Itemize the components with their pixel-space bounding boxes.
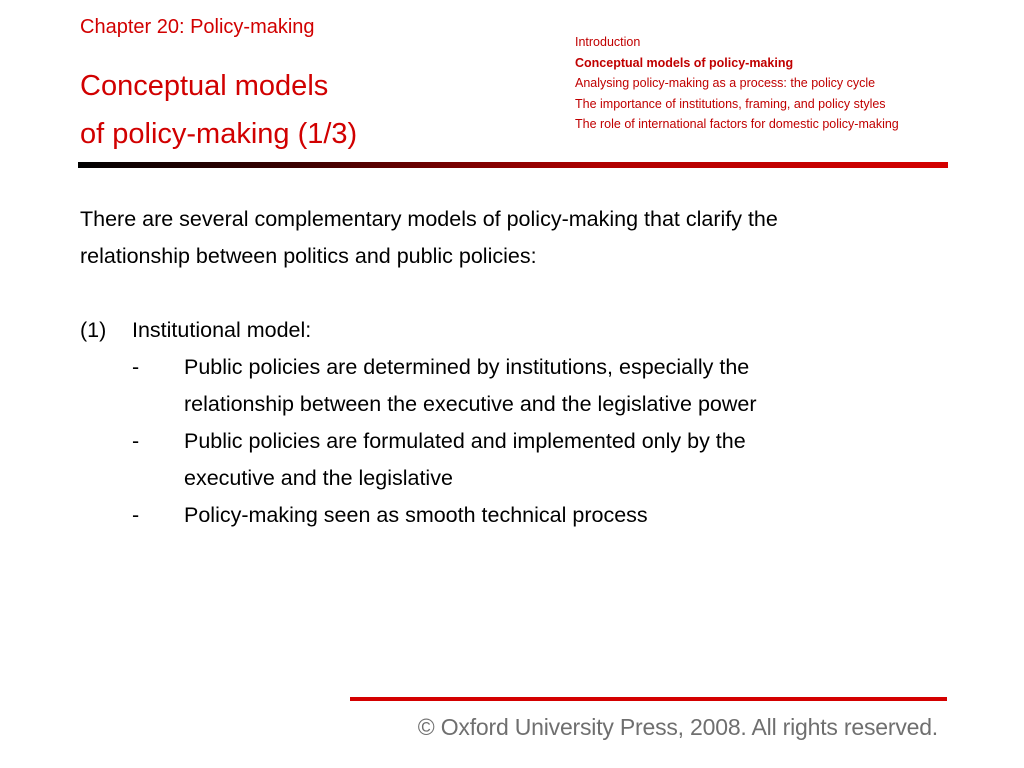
bullet-dash: -	[132, 503, 140, 527]
list-item-institutional-model	[80, 312, 950, 349]
bullet-line: Public policies are determined by institutions, especially the	[184, 355, 750, 379]
header-divider	[78, 162, 948, 168]
bullet-line: Policy-making seen as smooth technical process	[184, 503, 648, 527]
bullet-item	[80, 349, 950, 423]
list-number: (1)	[80, 318, 107, 342]
spacer	[80, 275, 950, 312]
slide-body	[80, 201, 950, 534]
bullet-text	[184, 497, 884, 534]
list-item-label: Institutional model:	[132, 318, 312, 342]
bullet-item	[80, 423, 950, 497]
bullet-dash: -	[132, 355, 140, 379]
bullet-text	[184, 349, 884, 423]
chapter-label: Chapter 20: Policy-making	[80, 16, 315, 38]
bullet-line: Public policies are formulated and implemented only by the	[184, 429, 746, 453]
toc-item-introduction[interactable]: Introduction	[575, 35, 641, 49]
footer-divider	[350, 697, 947, 701]
toc-item-international-factors[interactable]: The role of international factors for domestic policy-making	[575, 117, 899, 131]
toc-item-conceptual-models[interactable]: Conceptual models of policy-making	[575, 55, 794, 70]
section-navigation	[575, 32, 899, 135]
slide-title-line-1: Conceptual models	[80, 70, 329, 102]
bullet-line: relationship between the executive and the legislative power	[184, 392, 757, 416]
slide-title	[80, 62, 357, 158]
copyright-notice: © Oxford University Press, 2008. All rights reserved.	[417, 714, 938, 740]
bullet-line: executive and the legislative	[184, 466, 453, 490]
intro-text-line-2: relationship between politics and public policies:	[80, 244, 537, 268]
toc-item-policy-cycle[interactable]: Analysing policy-making as a process: the policy cycle	[575, 76, 876, 90]
slide-title-line-2: of policy-making (1/3)	[80, 118, 358, 150]
bullet-item	[80, 497, 950, 534]
toc-item-institutions-framing[interactable]: The importance of institutions, framing, and policy styles	[575, 96, 886, 111]
bullet-dash: -	[132, 429, 140, 453]
intro-text-line-1: There are several complementary models of policy-making that clarify the	[80, 207, 778, 231]
bullet-text	[184, 423, 884, 497]
